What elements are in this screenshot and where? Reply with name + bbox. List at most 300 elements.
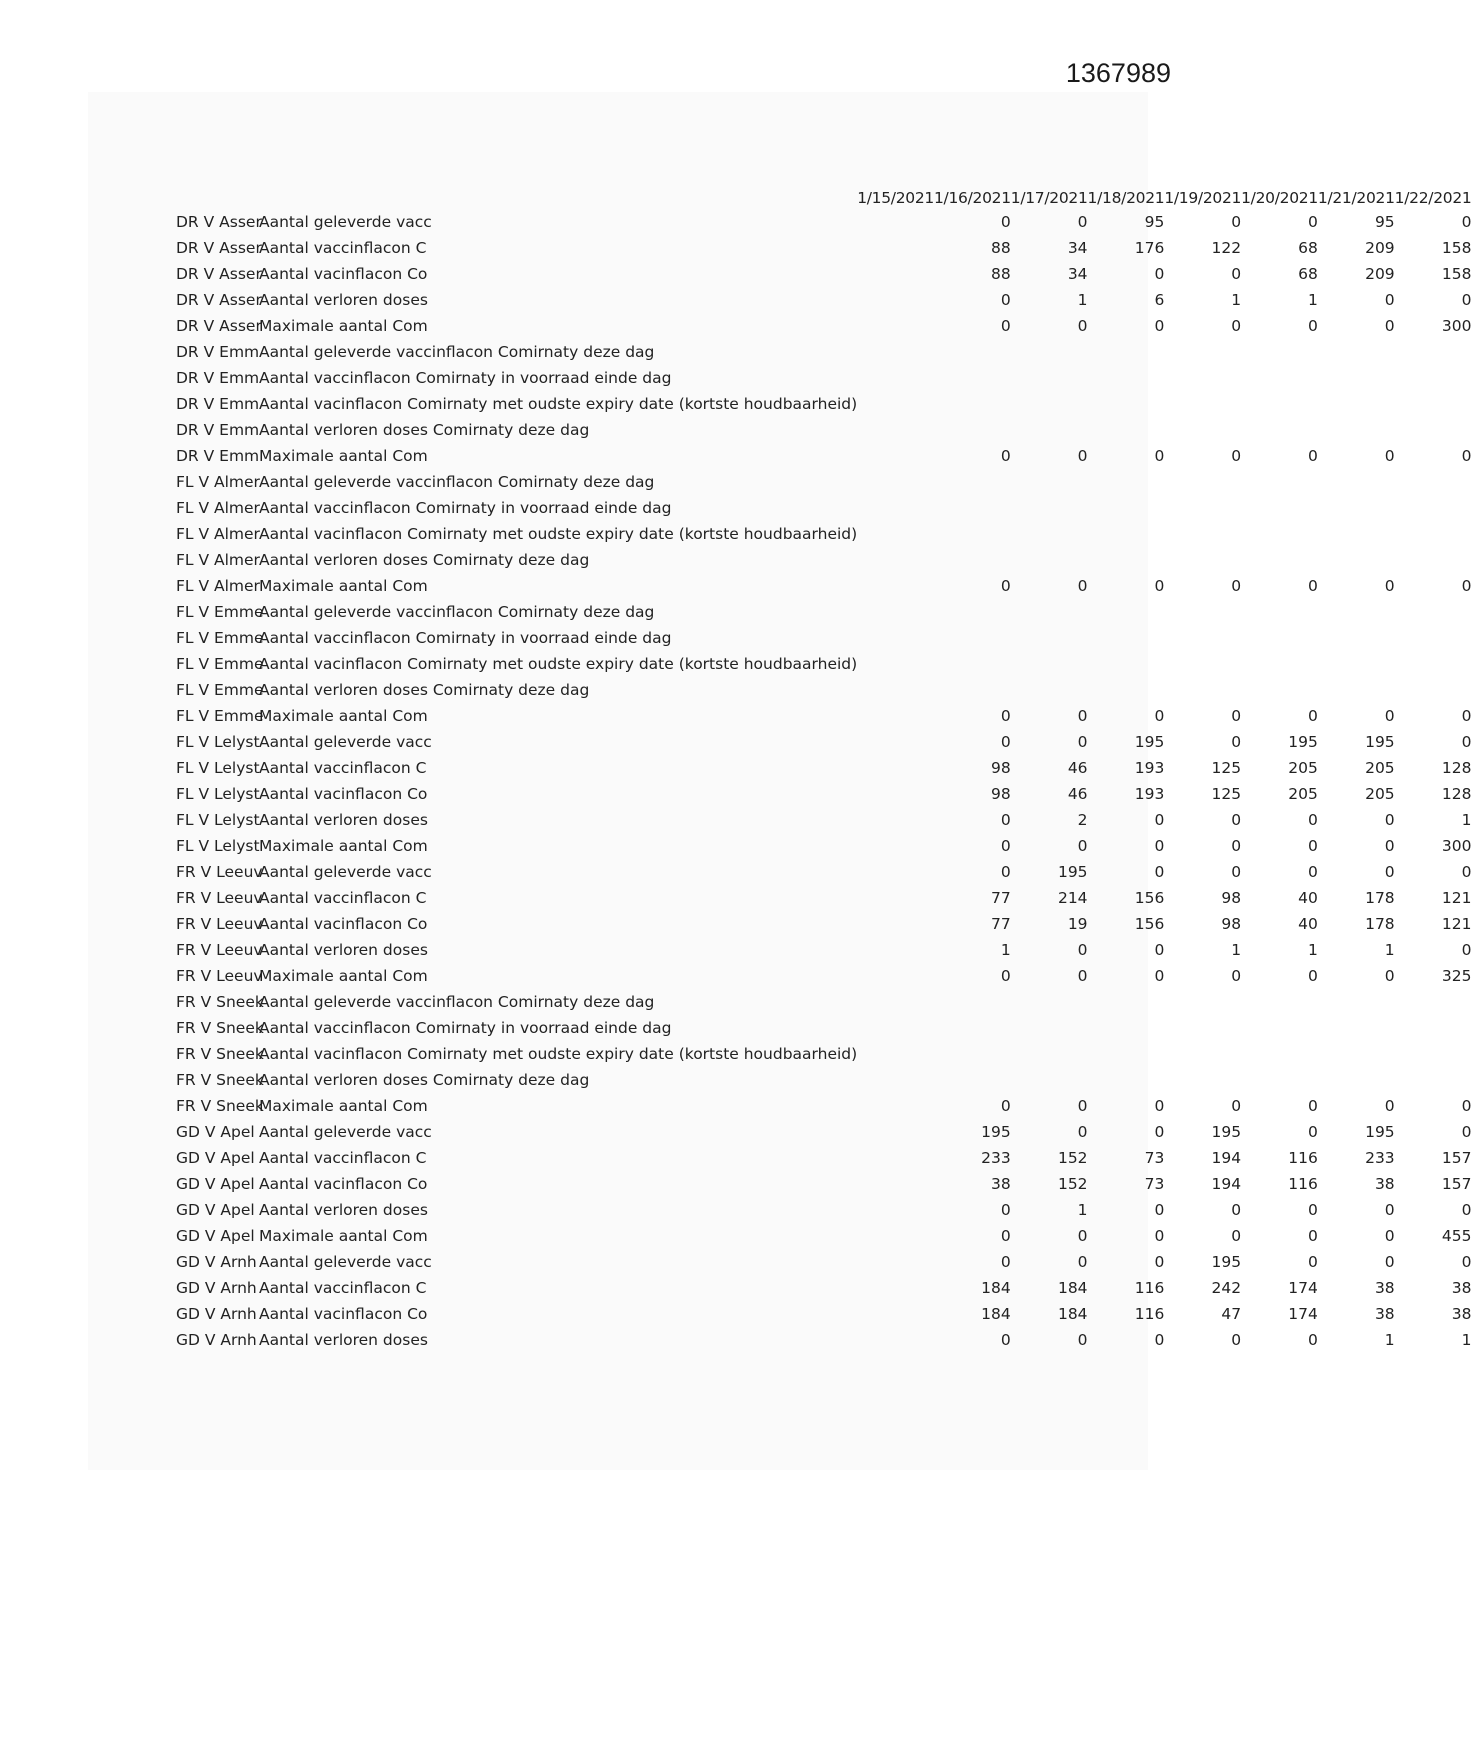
value-cell — [1164, 469, 1241, 495]
value-cell: 0 — [1000, 291, 1011, 309]
value-cell: 0 — [1000, 1227, 1011, 1245]
value-cell: 128 — [1441, 759, 1471, 777]
value-cell: 195 — [1288, 733, 1318, 751]
value-cell — [857, 1327, 934, 1353]
value-cell: 47 — [1221, 1305, 1242, 1323]
value-cell: 195 — [1365, 733, 1395, 751]
header-location — [176, 187, 259, 209]
location-cell: FR V Leeuv — [176, 967, 263, 985]
value-cell: 38 — [991, 1175, 1011, 1193]
metric-cell: Aantal vaccinflacon C — [259, 889, 427, 907]
value-cell: 233 — [1365, 1149, 1395, 1167]
location-cell: DR V Asser — [176, 213, 262, 231]
value-cell — [934, 651, 1011, 677]
value-cell: 0 — [1077, 967, 1088, 985]
value-cell — [1011, 417, 1088, 443]
metric-cell: Maximale aantal Com — [259, 447, 428, 465]
value-cell — [1011, 1041, 1088, 1067]
value-cell — [1318, 1067, 1395, 1093]
value-cell: 184 — [981, 1279, 1011, 1297]
value-cell: 0 — [1077, 1331, 1088, 1349]
value-cell: 68 — [1298, 239, 1318, 257]
location-cell: GD V Apel — [176, 1227, 255, 1245]
value-cell — [1088, 417, 1165, 443]
value-cell: 0 — [1000, 837, 1011, 855]
value-cell: 0 — [1461, 941, 1471, 959]
value-cell: 1 — [1461, 1331, 1471, 1349]
value-cell — [857, 469, 934, 495]
value-cell: 0 — [1384, 967, 1395, 985]
header-metric — [259, 187, 857, 209]
value-cell: 0 — [1154, 1253, 1165, 1271]
table-row — [176, 729, 1471, 755]
value-cell: 1 — [1461, 811, 1471, 829]
value-cell — [1164, 1015, 1241, 1041]
table-row — [176, 391, 1471, 417]
location-cell: GD V Apel — [176, 1201, 255, 1219]
table-row — [176, 313, 1471, 339]
metric-cell: Aantal vacinflacon Co — [259, 1175, 428, 1193]
value-cell: 0 — [1308, 577, 1318, 595]
value-cell: 209 — [1365, 239, 1395, 257]
value-cell — [1241, 469, 1318, 495]
value-cell: 0 — [1461, 1097, 1471, 1115]
value-cell — [857, 625, 934, 651]
value-cell — [1011, 547, 1088, 573]
table-row — [176, 755, 1471, 781]
value-cell — [857, 313, 934, 339]
table-row — [176, 495, 1471, 521]
value-cell: 205 — [1365, 759, 1395, 777]
location-cell: GD V Apel — [176, 1149, 255, 1167]
header-date: 1/16/2021 — [933, 189, 1011, 207]
value-cell: 0 — [1000, 707, 1011, 725]
table-row — [176, 339, 1471, 365]
value-cell: 116 — [1288, 1175, 1318, 1193]
table-row — [176, 1041, 1471, 1067]
value-cell: 0 — [1308, 1123, 1318, 1141]
value-cell — [857, 755, 934, 781]
table-row — [176, 885, 1471, 911]
value-cell — [1164, 521, 1241, 547]
value-cell: 0 — [1384, 811, 1395, 829]
location-cell: DR V Emm — [176, 447, 260, 465]
value-cell: 68 — [1298, 265, 1318, 283]
value-cell: 1 — [1384, 941, 1395, 959]
value-cell: 77 — [991, 889, 1011, 907]
value-cell — [857, 339, 934, 365]
metric-cell: Aantal vacinflacon Comirnaty met oudste expiry date (kortste houdbaarheid) — [259, 395, 858, 413]
value-cell: 0 — [1000, 1253, 1011, 1271]
value-cell: 193 — [1134, 785, 1165, 803]
value-cell: 174 — [1288, 1305, 1318, 1323]
value-cell: 34 — [1067, 265, 1088, 283]
table-row — [176, 859, 1471, 885]
value-cell — [1395, 625, 1471, 651]
value-cell: 1 — [1384, 1331, 1395, 1349]
value-cell — [857, 859, 934, 885]
value-cell: 0 — [1461, 213, 1471, 231]
location-cell: FR V Leeuv — [176, 915, 263, 933]
value-cell: 184 — [1057, 1279, 1088, 1297]
value-cell: 0 — [1384, 577, 1395, 595]
value-cell — [1395, 1015, 1471, 1041]
value-cell: 0 — [1384, 317, 1395, 335]
value-cell: 0 — [1231, 837, 1242, 855]
value-cell: 0 — [1154, 577, 1165, 595]
table-row — [176, 651, 1471, 677]
value-cell — [1011, 677, 1088, 703]
metric-cell: Maximale aantal Com — [259, 577, 428, 595]
value-cell: 0 — [1154, 707, 1165, 725]
value-cell: 0 — [1077, 1253, 1088, 1271]
value-cell: 195 — [1211, 1253, 1242, 1271]
metric-cell: Aantal vacinflacon Comirnaty met oudste expiry date (kortste houdbaarheid) — [259, 1045, 858, 1063]
value-cell — [1011, 339, 1088, 365]
value-cell: 0 — [1154, 317, 1165, 335]
value-cell — [934, 599, 1011, 625]
value-cell — [857, 1041, 934, 1067]
location-cell: GD V Apel — [176, 1123, 255, 1141]
value-cell: 95 — [1144, 213, 1165, 231]
location-cell: GD V Arnh — [176, 1253, 257, 1271]
value-cell: 88 — [991, 265, 1011, 283]
value-cell: 77 — [991, 915, 1011, 933]
value-cell: 0 — [1000, 967, 1011, 985]
value-cell: 0 — [1077, 577, 1088, 595]
value-cell — [1241, 495, 1318, 521]
table-row — [176, 833, 1471, 859]
value-cell: 0 — [1077, 941, 1088, 959]
value-cell: 0 — [1308, 317, 1318, 335]
metric-cell: Aantal geleverde vaccinflacon Comirnaty deze dag — [259, 993, 655, 1011]
value-cell — [1395, 365, 1471, 391]
metric-cell: Aantal geleverde vacc — [259, 733, 432, 751]
value-cell — [1011, 495, 1088, 521]
value-cell — [1318, 495, 1395, 521]
value-cell: 209 — [1365, 265, 1395, 283]
location-cell: DR V Asser — [176, 265, 262, 283]
value-cell — [1318, 417, 1395, 443]
value-cell: 0 — [1000, 317, 1011, 335]
value-cell — [1164, 599, 1241, 625]
location-cell: FL V Lelyst — [176, 837, 260, 855]
table-row — [176, 235, 1471, 261]
metric-cell: Aantal verloren doses — [259, 811, 428, 829]
value-cell — [934, 365, 1011, 391]
value-cell: 0 — [1231, 1331, 1242, 1349]
value-cell — [1011, 469, 1088, 495]
location-cell: FR V Leeuv — [176, 941, 263, 959]
value-cell — [857, 703, 934, 729]
value-cell: 0 — [1000, 733, 1011, 751]
metric-cell: Aantal vaccinflacon Comirnaty in voorraad einde dag — [259, 499, 672, 517]
value-cell — [1164, 547, 1241, 573]
value-cell: 233 — [981, 1149, 1011, 1167]
table-row — [176, 677, 1471, 703]
value-cell — [1011, 651, 1088, 677]
value-cell — [857, 885, 934, 911]
value-cell: 195 — [1134, 733, 1165, 751]
value-cell — [934, 677, 1011, 703]
metric-cell: Aantal geleverde vacc — [259, 863, 432, 881]
value-cell: 194 — [1211, 1149, 1242, 1167]
value-cell — [1318, 989, 1395, 1015]
value-cell: 0 — [1077, 317, 1088, 335]
metric-cell: Aantal geleverde vacc — [259, 1253, 432, 1271]
value-cell — [1088, 339, 1165, 365]
value-cell — [857, 963, 934, 989]
metric-cell: Maximale aantal Com — [259, 837, 428, 855]
value-cell: 73 — [1144, 1175, 1165, 1193]
table-row — [176, 287, 1471, 313]
value-cell — [1088, 651, 1165, 677]
location-cell: FL V Emme — [176, 681, 264, 699]
value-cell — [1164, 339, 1241, 365]
value-cell: 0 — [1384, 1253, 1395, 1271]
value-cell — [1395, 417, 1471, 443]
value-cell: 95 — [1374, 213, 1395, 231]
location-cell: FR V Leeuv — [176, 863, 263, 881]
value-cell — [934, 469, 1011, 495]
metric-cell: Maximale aantal Com — [259, 317, 428, 335]
value-cell — [1318, 625, 1395, 651]
value-cell — [1395, 469, 1471, 495]
table-row — [176, 937, 1471, 963]
metric-cell: Aantal verloren doses — [259, 941, 428, 959]
value-cell — [857, 1145, 934, 1171]
metric-cell: Maximale aantal Com — [259, 1097, 428, 1115]
metric-cell: Aantal geleverde vacc — [259, 1123, 432, 1141]
value-cell — [857, 807, 934, 833]
value-cell: 0 — [1308, 707, 1318, 725]
value-cell: 0 — [1384, 447, 1395, 465]
location-cell: FL V Emme — [176, 603, 264, 621]
value-cell — [1241, 989, 1318, 1015]
value-cell: 0 — [1308, 1331, 1318, 1349]
location-cell: FL V Lelyst — [176, 785, 260, 803]
value-cell — [1241, 365, 1318, 391]
value-cell — [857, 599, 934, 625]
value-cell: 152 — [1057, 1175, 1088, 1193]
value-cell — [857, 1249, 934, 1275]
table-row — [176, 781, 1471, 807]
value-cell — [1011, 365, 1088, 391]
value-cell — [857, 1197, 934, 1223]
value-cell — [1241, 547, 1318, 573]
value-cell — [934, 495, 1011, 521]
metric-cell: Aantal vacinflacon Co — [259, 265, 428, 283]
value-cell: 205 — [1365, 785, 1395, 803]
value-cell: 0 — [1231, 447, 1242, 465]
value-cell — [857, 1275, 934, 1301]
metric-cell: Aantal geleverde vacc — [259, 213, 432, 231]
value-cell: 38 — [1374, 1279, 1395, 1297]
table-row — [176, 521, 1471, 547]
metric-cell: Aantal vaccinflacon C — [259, 239, 427, 257]
value-cell: 0 — [1461, 447, 1471, 465]
value-cell: 0 — [1154, 811, 1165, 829]
value-cell: 0 — [1231, 1097, 1242, 1115]
value-cell — [1164, 495, 1241, 521]
value-cell: 125 — [1211, 785, 1242, 803]
value-cell: 1 — [1000, 941, 1011, 959]
metric-cell: Maximale aantal Com — [259, 967, 428, 985]
value-cell — [934, 989, 1011, 1015]
value-cell — [1318, 547, 1395, 573]
location-cell: FR V Sneek — [176, 1045, 264, 1063]
value-cell: 0 — [1308, 811, 1318, 829]
metric-cell: Aantal verloren doses — [259, 291, 428, 309]
value-cell: 242 — [1211, 1279, 1242, 1297]
table-row — [176, 1145, 1471, 1171]
value-cell: 0 — [1077, 707, 1088, 725]
value-cell — [857, 573, 934, 599]
value-cell — [1241, 417, 1318, 443]
location-cell: GD V Arnh — [176, 1279, 257, 1297]
value-cell — [934, 1015, 1011, 1041]
value-cell: 195 — [1057, 863, 1088, 881]
value-cell — [1241, 1015, 1318, 1041]
header-date: 1/22/2021 — [1394, 189, 1471, 207]
value-cell: 0 — [1384, 707, 1395, 725]
value-cell — [1088, 599, 1165, 625]
value-cell — [1011, 391, 1088, 417]
location-cell: GD V Apel — [176, 1175, 255, 1193]
header-date: 1/21/2021 — [1317, 189, 1395, 207]
value-cell: 2 — [1077, 811, 1088, 829]
value-cell: 0 — [1231, 577, 1242, 595]
header-date: 1/18/2021 — [1087, 189, 1165, 207]
value-cell — [1011, 989, 1088, 1015]
location-cell: FL V Emme — [176, 655, 264, 673]
value-cell — [1088, 1067, 1165, 1093]
value-cell: 73 — [1144, 1149, 1165, 1167]
table-row — [176, 547, 1471, 573]
location-cell: FR V Sneek — [176, 1097, 264, 1115]
metric-cell: Aantal vaccinflacon C — [259, 1149, 427, 1167]
metric-cell: Aantal geleverde vaccinflacon Comirnaty deze dag — [259, 473, 655, 491]
value-cell: 0 — [1000, 1201, 1011, 1219]
value-cell — [1011, 625, 1088, 651]
value-cell — [1088, 547, 1165, 573]
location-cell: DR V Asser — [176, 239, 262, 257]
location-cell: FL V Lelyst — [176, 811, 260, 829]
value-cell — [1318, 391, 1395, 417]
value-cell: 0 — [1154, 1331, 1165, 1349]
value-cell: 0 — [1231, 707, 1242, 725]
value-cell: 0 — [1231, 213, 1242, 231]
value-cell: 176 — [1134, 239, 1165, 257]
value-cell: 184 — [981, 1305, 1011, 1323]
value-cell — [857, 391, 934, 417]
value-cell — [1011, 1015, 1088, 1041]
value-cell — [1088, 989, 1165, 1015]
value-cell — [857, 235, 934, 261]
metric-cell: Aantal verloren doses Comirnaty deze dag — [259, 681, 590, 699]
value-cell: 0 — [1000, 863, 1011, 881]
value-cell: 0 — [1461, 1253, 1471, 1271]
metric-cell: Aantal geleverde vaccinflacon Comirnaty deze dag — [259, 343, 655, 361]
value-cell — [857, 781, 934, 807]
value-cell — [857, 1223, 934, 1249]
value-cell — [1395, 547, 1471, 573]
value-cell — [857, 1171, 934, 1197]
value-cell — [857, 1067, 934, 1093]
header-date: 1/20/2021 — [1241, 189, 1318, 207]
metric-cell: Aantal vaccinflacon Comirnaty in voorraad einde dag — [259, 1019, 672, 1037]
value-cell: 156 — [1134, 915, 1165, 933]
value-cell — [1395, 521, 1471, 547]
value-cell — [1011, 521, 1088, 547]
value-cell: 0 — [1231, 265, 1242, 283]
value-cell: 98 — [1221, 889, 1242, 907]
value-cell — [1318, 469, 1395, 495]
value-cell — [1241, 1041, 1318, 1067]
table-row — [176, 599, 1471, 625]
location-cell: FR V Sneek — [176, 1019, 264, 1037]
value-cell — [1088, 521, 1165, 547]
value-cell — [1241, 521, 1318, 547]
metric-cell: Aantal verloren doses Comirnaty deze dag — [259, 421, 590, 439]
location-cell: FL V Almer — [176, 577, 260, 595]
value-cell: 0 — [1154, 1097, 1165, 1115]
metric-cell: Aantal geleverde vaccinflacon Comirnaty deze dag — [259, 603, 655, 621]
value-cell: 195 — [1365, 1123, 1395, 1141]
value-cell — [1011, 599, 1088, 625]
value-cell: 214 — [1057, 889, 1088, 907]
value-cell — [1318, 365, 1395, 391]
value-cell — [1164, 365, 1241, 391]
value-cell — [1241, 651, 1318, 677]
value-cell: 0 — [1231, 811, 1242, 829]
value-cell: 0 — [1308, 863, 1318, 881]
table-row — [176, 261, 1471, 287]
table-row — [176, 573, 1471, 599]
location-cell: DR V Asser — [176, 291, 262, 309]
value-cell — [1164, 625, 1241, 651]
location-cell: DR V Emm — [176, 395, 260, 413]
value-cell — [857, 209, 934, 235]
table-row — [176, 807, 1471, 833]
value-cell — [857, 365, 934, 391]
value-cell — [857, 911, 934, 937]
value-cell — [1011, 1067, 1088, 1093]
location-cell: DR V Emm — [176, 343, 260, 361]
value-cell: 0 — [1077, 837, 1088, 855]
metric-cell: Maximale aantal Com — [259, 707, 428, 725]
value-cell — [1395, 651, 1471, 677]
value-cell: 0 — [1000, 577, 1011, 595]
metric-cell: Aantal verloren doses — [259, 1331, 428, 1349]
header-date: 1/15/2021 — [857, 189, 934, 207]
location-cell: FR V Sneek — [176, 993, 264, 1011]
value-cell — [857, 937, 934, 963]
value-cell: 0 — [1308, 1227, 1318, 1245]
metric-cell: Aantal vaccinflacon Comirnaty in voorraad einde dag — [259, 629, 672, 647]
value-cell — [934, 391, 1011, 417]
value-cell: 0 — [1000, 811, 1011, 829]
value-cell — [1395, 495, 1471, 521]
value-cell: 1 — [1231, 291, 1242, 309]
value-cell: 98 — [1221, 915, 1242, 933]
value-cell: 184 — [1057, 1305, 1088, 1323]
value-cell: 174 — [1288, 1279, 1318, 1297]
value-cell: 1 — [1077, 291, 1088, 309]
value-cell: 0 — [1077, 213, 1088, 231]
value-cell — [1164, 651, 1241, 677]
location-cell: FL V Lelyst — [176, 759, 260, 777]
